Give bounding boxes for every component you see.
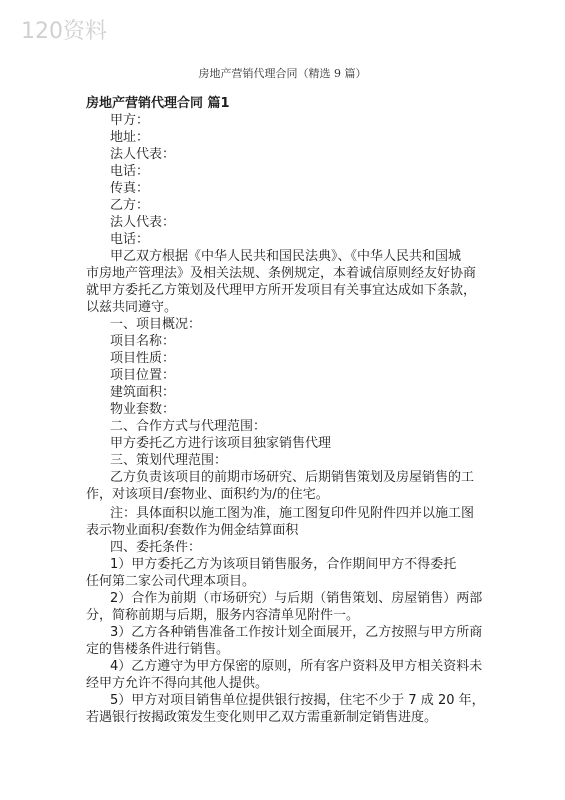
party-b-label: 乙方：: [110, 198, 150, 213]
clause-line: 定的售楼条件进行销售。: [86, 642, 230, 657]
preamble-line: 就甲方委托乙方策划及代理甲方所开发项目有关事宜达成如下条款，: [86, 283, 477, 298]
article-title: 房地产营销代理合同 篇1: [86, 96, 230, 111]
clause-line: 2）合作为前期（市场研究）与后期（销售策划、房屋销售）两部: [110, 591, 483, 606]
section-3-heading: 三、策划代理范围：: [110, 453, 228, 468]
party-a-label: 甲方：: [110, 113, 150, 128]
project-name-label: 项目名称：: [110, 334, 176, 349]
floor-area-label: 建筑面积：: [110, 385, 176, 400]
preamble-line: 甲乙双方根据《中华人民共和国民法典》、《中华人民共和国城: [110, 249, 462, 264]
clause-line: 5）甲方对项目销售单位提供银行按揭，住宅不少于 7 成 20 年，: [110, 693, 485, 708]
unit-count-label: 物业套数：: [110, 402, 176, 417]
section-2-text: 甲方委托乙方进行该项目独家销售代理: [110, 436, 332, 451]
clause-line: 若遇银行按揭政策发生变化则甲乙双方需重新制定销售进度。: [86, 710, 438, 725]
clause-line: 任何第二家公司代理本项目。: [86, 574, 256, 589]
preamble-line: 市房地产管理法》及相关法规、条例规定，本着诚信原则经友好协商: [86, 266, 477, 281]
legal-rep-b-label: 法人代表：: [110, 215, 176, 230]
scope-line: 乙方负责该项目的前期市场研究、后期销售策划及房屋销售的工: [110, 470, 475, 485]
clause-line: 分，简称前期与后期，服务内容清单见附件一。: [86, 608, 360, 623]
clause-line: 经甲方允许不得向其他人提供。: [86, 676, 269, 691]
fax-label: 传真：: [110, 181, 150, 196]
section-4-heading: 四、委托条件：: [110, 540, 202, 555]
preamble-line: 以兹共同遵守。: [86, 300, 178, 315]
section-2-heading: 二、合作方式与代理范围：: [110, 419, 267, 434]
address-label: 地址：: [110, 130, 150, 145]
section-1-heading: 一、项目概况：: [110, 317, 202, 332]
project-location-label: 项目位置：: [110, 368, 176, 383]
watermark: 120资料: [21, 19, 107, 44]
clause-line: 3）乙方各种销售准备工作按计划全面展开，乙方按照与甲方所商: [110, 625, 483, 640]
clause-line: 1）甲方委托乙方为该项目销售服务，合作期间甲方不得委托: [110, 557, 457, 572]
phone-b-label: 电话：: [110, 232, 150, 247]
legal-rep-a-label: 法人代表：: [110, 147, 176, 162]
clause-line: 4）乙方遵守为甲方保密的原则，所有客户资料及甲方相关资料未: [110, 659, 483, 674]
scope-line: 作，对该项目/套物业、面积约为/的住宅。: [86, 487, 329, 502]
phone-a-label: 电话：: [110, 164, 150, 179]
project-type-label: 项目性质：: [110, 351, 176, 366]
note-line: 表示物业面积/套数作为佣金结算面积: [86, 523, 299, 538]
article-body: [86, 95, 485, 726]
note-line: 注：具体面积以施工图为准，施工图复印件见附件四并以施工图: [110, 506, 475, 521]
running-header: 房地产营销代理合同（精选 9 篇）: [198, 67, 367, 80]
